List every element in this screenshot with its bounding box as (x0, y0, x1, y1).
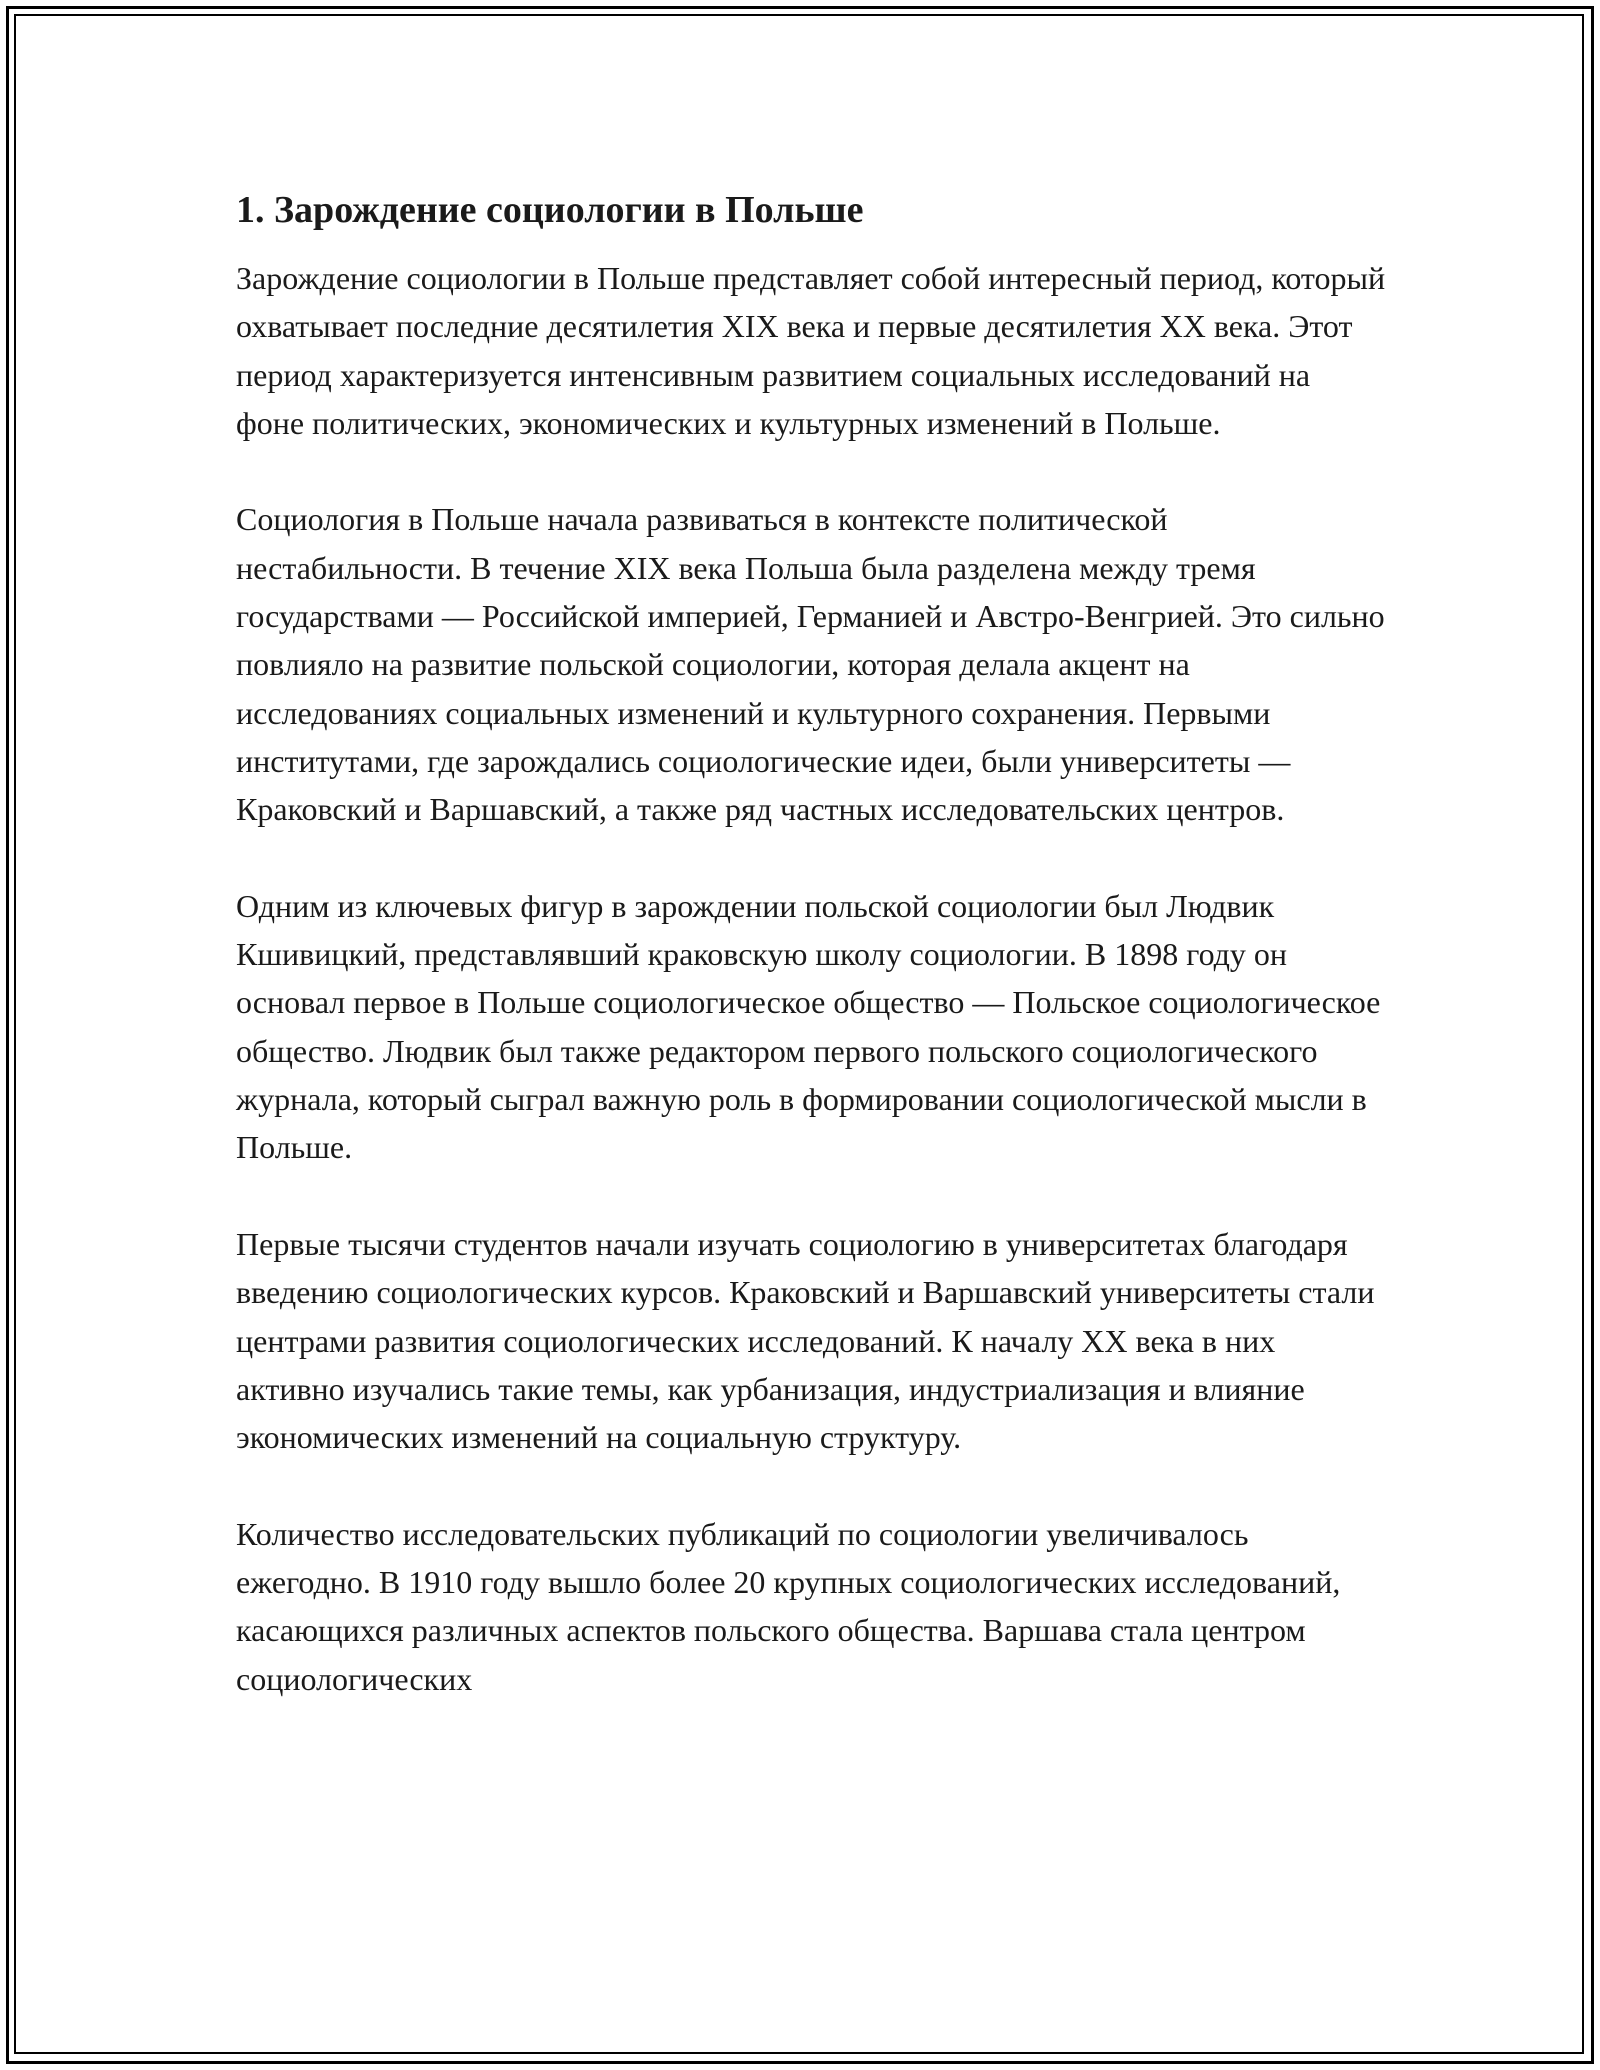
paragraph-4: Первые тысячи студентов начали изучать социологию в университетах благодаря введению социологических курсов. Краковский и Варшавский университеты стали центрами развития социологических исследований. К началу XX века в них активно изучались такие темы, как урбанизация, индустриализация и влияние экономических изменений на социальную структуру. (236, 1225, 1375, 1456)
paragraph-1: Зарождение социологии в Польше представляет собой интересный период, который охватывает последние десятилетия XIX века и первые десятилетия XX века. Этот период характеризуется интенсивным развитием социальных исследований на фоне политических, экономических и культурных изменений в Польше. (236, 260, 1386, 441)
paragraph-2: Социология в Польше начала развиваться в контексте политической нестабильности. В течение XIX века Польша была разделена между тремя государствами — Российской империей, Германией и Австро-Венгрией. Это сильно повлияло на развитие польской социологии, которая делала акцент на исследованиях социальных изменений и культурного сохранения. Первыми институтами, где зарождались социологические идеи, были университеты — Краковский и Варшавский, а также ряд частных исследовательских центров. (236, 501, 1385, 828)
document-page (236, 186, 1386, 1751)
paragraph-3: Одним из ключевых фигур в зарождении польской социологии был Людвик Кшивицкий, представлявший краковскую школу социологии. В 1898 году он основал первое в Польше социологическое общество — Польское социологическое общество. Людвик был также редактором первого польского социологического журнала, который сыграл важную роль в формировании социологической мысли в Польше. (236, 887, 1381, 1166)
section-title: 1. Зарождение социологии в Польше (236, 189, 864, 231)
paragraph-5: Количество исследовательских публикаций по социологии увеличивалось ежегодно. В 1910 году вышло более 20 крупных социологических исследований, касающихся различных аспектов польского общества. Варшава стала центром социологических (236, 1515, 1341, 1697)
